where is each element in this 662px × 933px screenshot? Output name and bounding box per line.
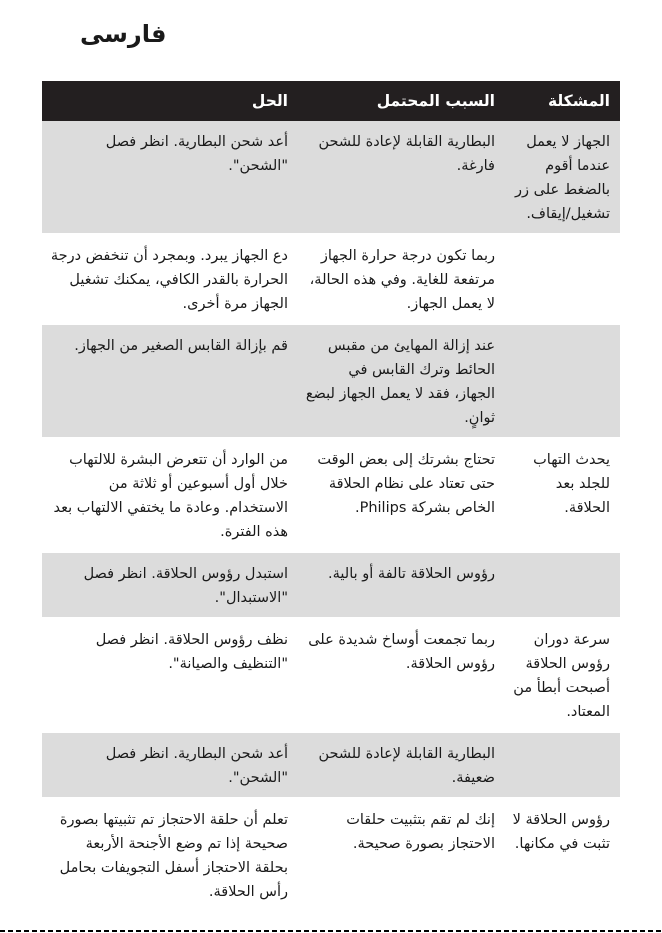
- solution-cell: استبدل رؤوس الحلاقة. انظر فصل "الاستبدال".: [42, 552, 298, 618]
- cause-cell: عند إزالة المهايئ من مقبس الحائط وترك القابس في الجهاز، فقد لا يعمل الجهاز لبضع ثوانٍ.: [298, 324, 505, 438]
- problem-cell: [505, 732, 620, 798]
- table-body: [42, 121, 620, 912]
- table-header-row: [42, 81, 620, 121]
- table-row: [42, 618, 620, 732]
- table-row: [42, 438, 620, 552]
- cause-cell: ربما تكون درجة حرارة الجهاز مرتفعة للغاية. وفي هذه الحالة، لا يعمل الجهاز.: [298, 234, 505, 324]
- table-row: [42, 121, 620, 234]
- cause-cell: ربما تجمعت أوساخ شديدة على رؤوس الحلاقة.: [298, 618, 505, 732]
- page-title: فارسی: [80, 20, 167, 48]
- solution-cell: أعد شحن البطارية. انظر فصل "الشحن".: [42, 732, 298, 798]
- solution-cell: تعلم أن حلقة الاحتجاز تم تثبيتها بصورة صحيحة إذا تم وضع الأجنحة الأربعة بحلقة الاحتجاز أسفل التجويفات بحامل رأس الحلاقة.: [42, 798, 298, 912]
- cause-cell: تحتاج بشرتك إلى بعض الوقت حتى تعتاد على نظام الحلاقة الخاص بشركة Philips.: [298, 438, 505, 552]
- header-cause: السبب المحتمل: [298, 81, 505, 121]
- problem-cell: رؤوس الحلاقة لا تثبت في مكانها.: [505, 798, 620, 912]
- table-row: [42, 552, 620, 618]
- header-problem: المشكلة: [505, 81, 620, 121]
- table-row: [42, 234, 620, 324]
- solution-cell: نظف رؤوس الحلاقة. انظر فصل "التنظيف والصيانة".: [42, 618, 298, 732]
- cause-cell: رؤوس الحلاقة تالفة أو بالية.: [298, 552, 505, 618]
- cause-cell: البطارية القابلة لإعادة للشحن ضعيفة.: [298, 732, 505, 798]
- cause-cell: البطارية القابلة لإعادة للشحن فارغة.: [298, 121, 505, 234]
- problem-cell: [505, 234, 620, 324]
- solution-cell: من الوارد أن تتعرض البشرة للالتهاب خلال أول أسبوعين أو ثلاثة من الاستخدام. وعادة ما يختفي الالتهاب بعد هذه الفترة.: [42, 438, 298, 552]
- problem-cell: [505, 552, 620, 618]
- problem-cell: [505, 324, 620, 438]
- table-row: [42, 798, 620, 912]
- solution-cell: أعد شحن البطارية. انظر فصل "الشحن".: [42, 121, 298, 234]
- table-row: [42, 732, 620, 798]
- troubleshooting-table: [42, 81, 620, 913]
- problem-cell: سرعة دوران رؤوس الحلاقة أصبحت أبطأ من المعتاد.: [505, 618, 620, 732]
- solution-cell: قم بإزالة القابس الصغير من الجهاز.: [42, 324, 298, 438]
- solution-cell: دع الجهاز يبرد. وبمجرد أن تنخفض درجة الحرارة بالقدر الكافي، يمكنك تشغيل الجهاز مرة أخرى.: [42, 234, 298, 324]
- problem-cell: الجهاز لا يعمل عندما أقوم بالضغط على زر تشغيل/إيقاف.: [505, 121, 620, 234]
- bottom-dashed-rule: [0, 930, 662, 932]
- cause-cell: إنك لم تقم بتثبيت حلقات الاحتجاز بصورة صحيحة.: [298, 798, 505, 912]
- header-solution: الحل: [42, 81, 298, 121]
- table-row: [42, 324, 620, 438]
- problem-cell: يحدث التهاب للجلد بعد الحلاقة.: [505, 438, 620, 552]
